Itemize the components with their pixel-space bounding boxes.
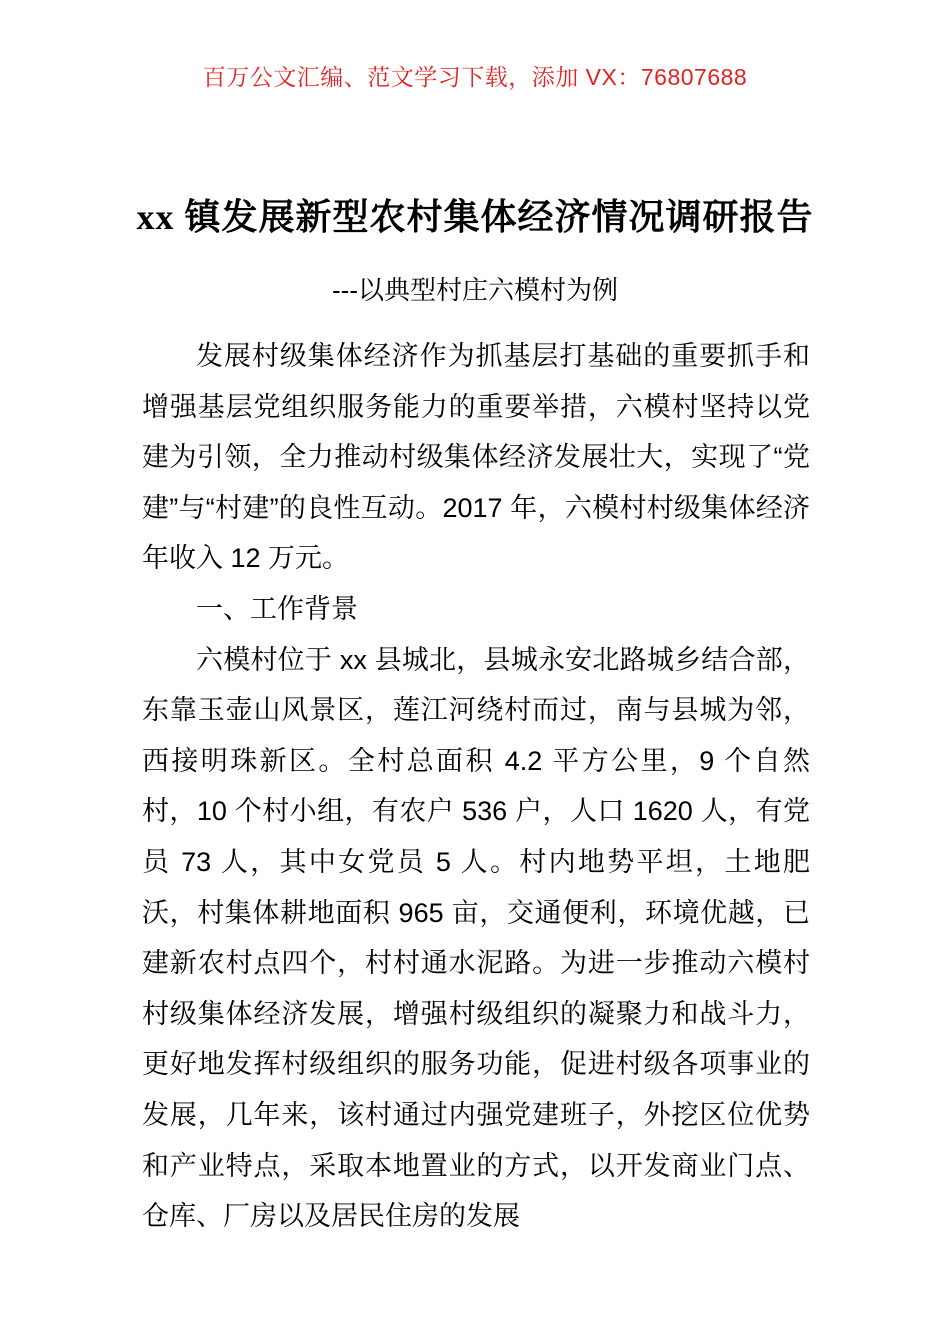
body-paragraph-1: 发展村级集体经济作为抓基层打基础的重要抓手和增强基层党组织服务能力的重要举措，六模村坚持以党建为引领，全力推动村级集体经济发展壮大，实现了“党建”与“村建”的良性互动。2017 年，六模村村级集体经济年收入 12 万元。	[142, 341, 810, 574]
watermark-notice: 百万公文汇编、范文学习下载，添加 VX：76807688	[202, 64, 748, 90]
section-heading-1: 一、工作背景	[196, 593, 358, 624]
document-subtitle: ---以典型村庄六模村为例	[332, 275, 618, 305]
body-paragraph-2: 六模村位于 xx 县城北，县城永安北路城乡结合部，东靠玉壶山风景区，莲江河绕村而过，南与县城为邻，西接明珠新区。全村总面积 4.2 平方公里，9 个自然村，10 个村小组，有农户 536 户，人口 1620 人，有党员 73 人，其中女党员 5 人。村内地势平坦，土地肥沃，村集体耕地面积 965 亩，交通便利，环境优越，已建新农村点四个，村村通水泥路。为进一步推动六模村村级集体经济发展，增强村级组织的凝聚力和战斗力，更好地发挥村级组织的服务功能，促进村级各项事业的发展，几年来，该村通过内强党建班子，外挖区位优势和产业特点，采取本地置业的方式，以开发商业门点、仓库、厂房以及居民住房的发展	[142, 644, 810, 1232]
document-title: xx 镇发展新型农村集体经济情况调研报告	[136, 197, 814, 237]
document-body	[142, 331, 810, 1242]
